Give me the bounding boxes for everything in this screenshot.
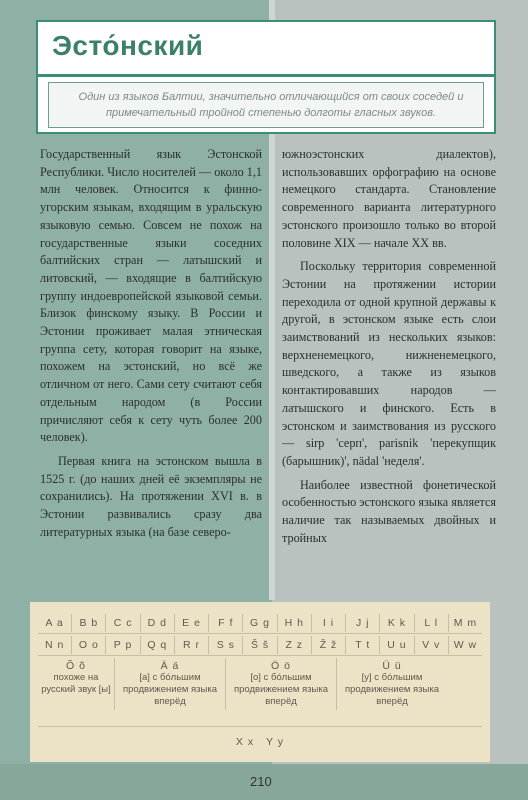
letter-cell: Z z xyxy=(278,636,312,654)
right-paragraph-3: Наиболее известной фонетической особенностью эстонского языка является наличие так называемых двойных и тройных xyxy=(282,477,496,545)
letter-cell: Ž ž xyxy=(312,636,346,654)
vowel-description: [а] с бóльшим продвижением языка вперёд xyxy=(122,672,218,707)
letter-cell: L l xyxy=(415,614,449,632)
vowel-letter: Ü ü xyxy=(382,660,402,672)
vowel-cell xyxy=(226,658,337,710)
letter-cell: F f xyxy=(209,614,243,632)
letter-cell: T t xyxy=(346,636,380,654)
letter-cell: J j xyxy=(346,614,380,632)
left-text-column xyxy=(40,146,262,547)
subtitle-box xyxy=(48,82,484,128)
letter-cell: A a xyxy=(38,614,72,632)
right-text-column xyxy=(282,146,496,553)
letter-cell: E e xyxy=(175,614,209,632)
vowel-cell xyxy=(38,658,115,710)
table-rule xyxy=(38,655,482,656)
vowel-description: [у] с бóльшим продвижением языка вперёд xyxy=(344,672,440,707)
letter-cell: M m xyxy=(453,617,478,629)
letter-cell: X x xyxy=(235,736,255,748)
subtitle: Один из языков Балтии, значительно отличающийся от своих соседей и примечательный тройной степенью долготы гласных звуков. xyxy=(78,91,464,119)
letter-cell: Y y xyxy=(266,736,284,748)
letter-cell: G g xyxy=(243,614,277,632)
letter-cell: R r xyxy=(175,636,209,654)
letter-cell: D d xyxy=(141,614,175,632)
right-paragraph-1: южноэстонских диалектов), использовавших орфографию на основе немецкого стандарта. Становление современного варианта литературного эстонского произошло только во второй половине XIX — начале XX вв. xyxy=(282,147,496,250)
letter-cell: Š š xyxy=(243,636,277,654)
letter-cell: I i xyxy=(312,614,346,632)
vowel-row xyxy=(38,658,482,710)
vowel-cell xyxy=(337,658,447,710)
letter-cell: C c xyxy=(106,614,140,632)
title-rule xyxy=(38,74,494,77)
letter-cell: B b xyxy=(72,614,106,632)
letter-cell: W w xyxy=(453,639,478,651)
vowel-letter: Õ õ xyxy=(66,660,86,672)
letter-cell: P p xyxy=(106,636,140,654)
left-paragraph-2: Первая книга на эстонском вышла в 1525 г. (до наших дней её экземпляры не сохранились). На протяжении XVI в. в Эстонии развивались сразу два литературных языка (на базе северо- xyxy=(40,453,262,539)
page-number: 210 xyxy=(250,774,272,789)
vowel-letter: Ä ä xyxy=(160,660,180,672)
header-box xyxy=(36,20,496,134)
letter-cell: O o xyxy=(72,636,106,654)
alphabet-row-1 xyxy=(38,614,482,632)
letter-cell: N n xyxy=(38,636,72,654)
alphabet-table xyxy=(30,602,490,762)
table-rule xyxy=(38,726,482,727)
letter-cell: H h xyxy=(278,614,312,632)
letter-cell: Q q xyxy=(141,636,175,654)
vowel-description: похоже на русский звук [ы] xyxy=(41,672,111,695)
vowel-letter: Ö ö xyxy=(271,660,291,672)
vowel-description: [о] с бóльшим продвижением языка вперёд xyxy=(233,672,329,707)
alphabet-row-4 xyxy=(230,736,290,748)
table-rule xyxy=(38,633,482,634)
vowel-cell xyxy=(115,658,226,710)
page-title: Эсто́нский xyxy=(52,30,204,61)
right-paragraph-2: Поскольку территория современной Эстонии на протяжении истории переходила от одной крупной державы к другой, в эстонском языке есть слои заимствований из нескольких языков: верхненемецкого, нижненемецкого, шведского, а также из языков контактировавших народов — латышского и финского. Есть в эстонском и заимствования из русского — sirp 'серп', parisnik 'перекупщик (барышник)', nädal 'неделя'. xyxy=(282,259,496,468)
letter-cell: U u xyxy=(380,636,414,654)
letter-cell: K k xyxy=(380,614,414,632)
letter-cell: V v xyxy=(415,636,449,654)
left-paragraph-1: Государственный язык Эстонской Республики. Число носителей — около 1,1 млн человек. Относится к финно-угорским языкам, входящим в уральскую языковую семью. Совсем не похож на государственные языки соседних балтийских стран — латышский и литовский, — входящие в балтийскую группу индоевропейской языковой семьи. Близок финскому языку. В России и Эстонии проживает малая этническая группа сету, которая говорит на языке, похожем на эстонский, но всё же отличном от него. Сами сету считают себя отдельным народом (в России причисляют себя к сету чуть более 200 человек). xyxy=(40,147,262,445)
alphabet-row-2 xyxy=(38,636,482,654)
letter-cell: S s xyxy=(209,636,243,654)
